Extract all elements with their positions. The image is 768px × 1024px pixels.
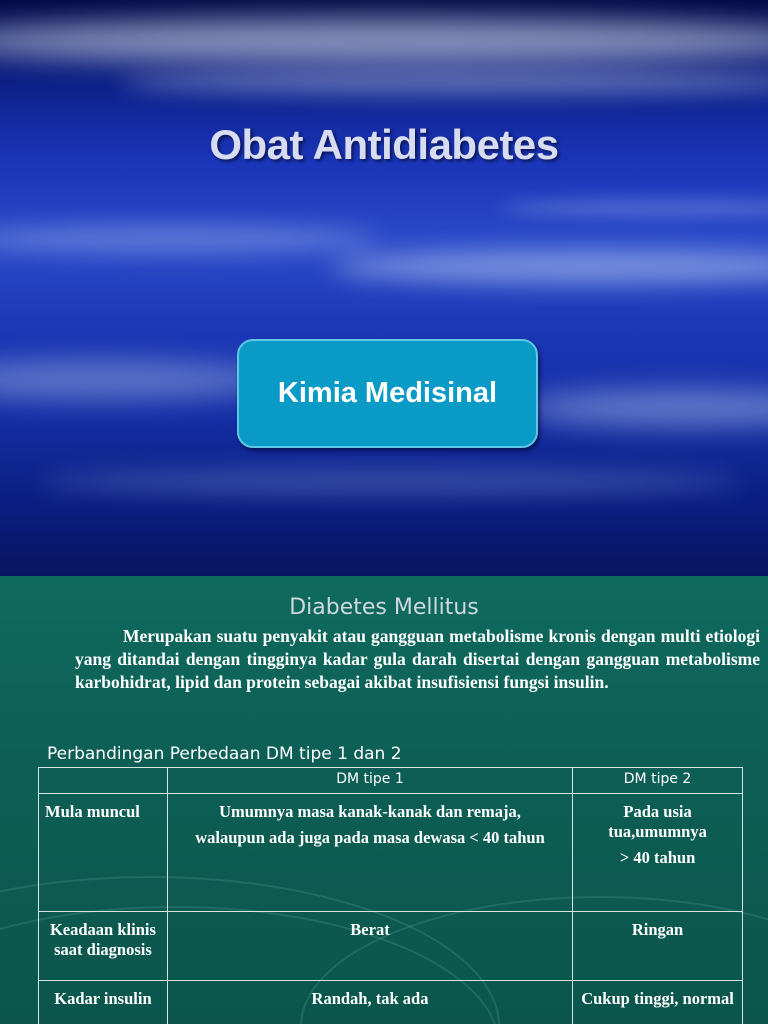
table-cell: Berat (167, 912, 572, 981)
table-row (39, 794, 743, 912)
table-cell (167, 794, 572, 912)
definition-paragraph: Merupakan suatu penyakit atau gangguan metabolisme kronis dengan multi etiologi yang ditandai dengan tingginya kadar gula darah disertai dengan gangguan metabolisme karbohidrat, lipid dan protein sebagai akibat insufisiensi fungsi insulin. (75, 626, 760, 692)
table-header-row (39, 768, 743, 794)
content-slide (0, 576, 768, 1024)
table-row (39, 912, 743, 981)
subtitle-box (237, 339, 538, 448)
row-label: Keadaan klinis saat diagnosis (39, 912, 168, 981)
cell-line: walaupun ada juga pada masa dewasa < 40 tahun (195, 828, 545, 847)
row-label: Kadar insulin (39, 981, 168, 1024)
table-header-cell: DM tipe 1 (167, 768, 572, 794)
cell-line: > 40 tahun (619, 848, 696, 867)
table-header-cell (39, 768, 168, 794)
cloud-band (0, 18, 768, 64)
cloud-band (120, 70, 768, 96)
cloud-band (40, 470, 740, 494)
table-header-cell: DM tipe 2 (573, 768, 743, 794)
cloud-band (330, 250, 768, 284)
table-row (39, 981, 743, 1024)
table-cell: Cukup tinggi, normal (573, 981, 743, 1024)
row-label: Mula muncul (39, 794, 168, 912)
subtitle-text: Kimia Medisinal (277, 377, 498, 409)
cell-line: Pada usia tua,umumnya (608, 802, 707, 841)
cell-line: Umumnya masa kanak-kanak dan remaja, (219, 802, 521, 821)
table-cell: Randah, tak ada (167, 981, 572, 1024)
cloud-band (520, 390, 768, 426)
comparison-title: Perbandingan Perbedaan DM tipe 1 dan 2 (47, 744, 402, 764)
cloud-band (500, 200, 768, 216)
table-cell: Ringan (573, 912, 743, 981)
comparison-table (38, 767, 743, 1024)
slide-title: Diabetes Mellitus (289, 595, 479, 620)
slide-title: Obat Antidiabetes (209, 121, 559, 168)
table-cell (573, 794, 743, 912)
cloud-band (0, 225, 380, 253)
